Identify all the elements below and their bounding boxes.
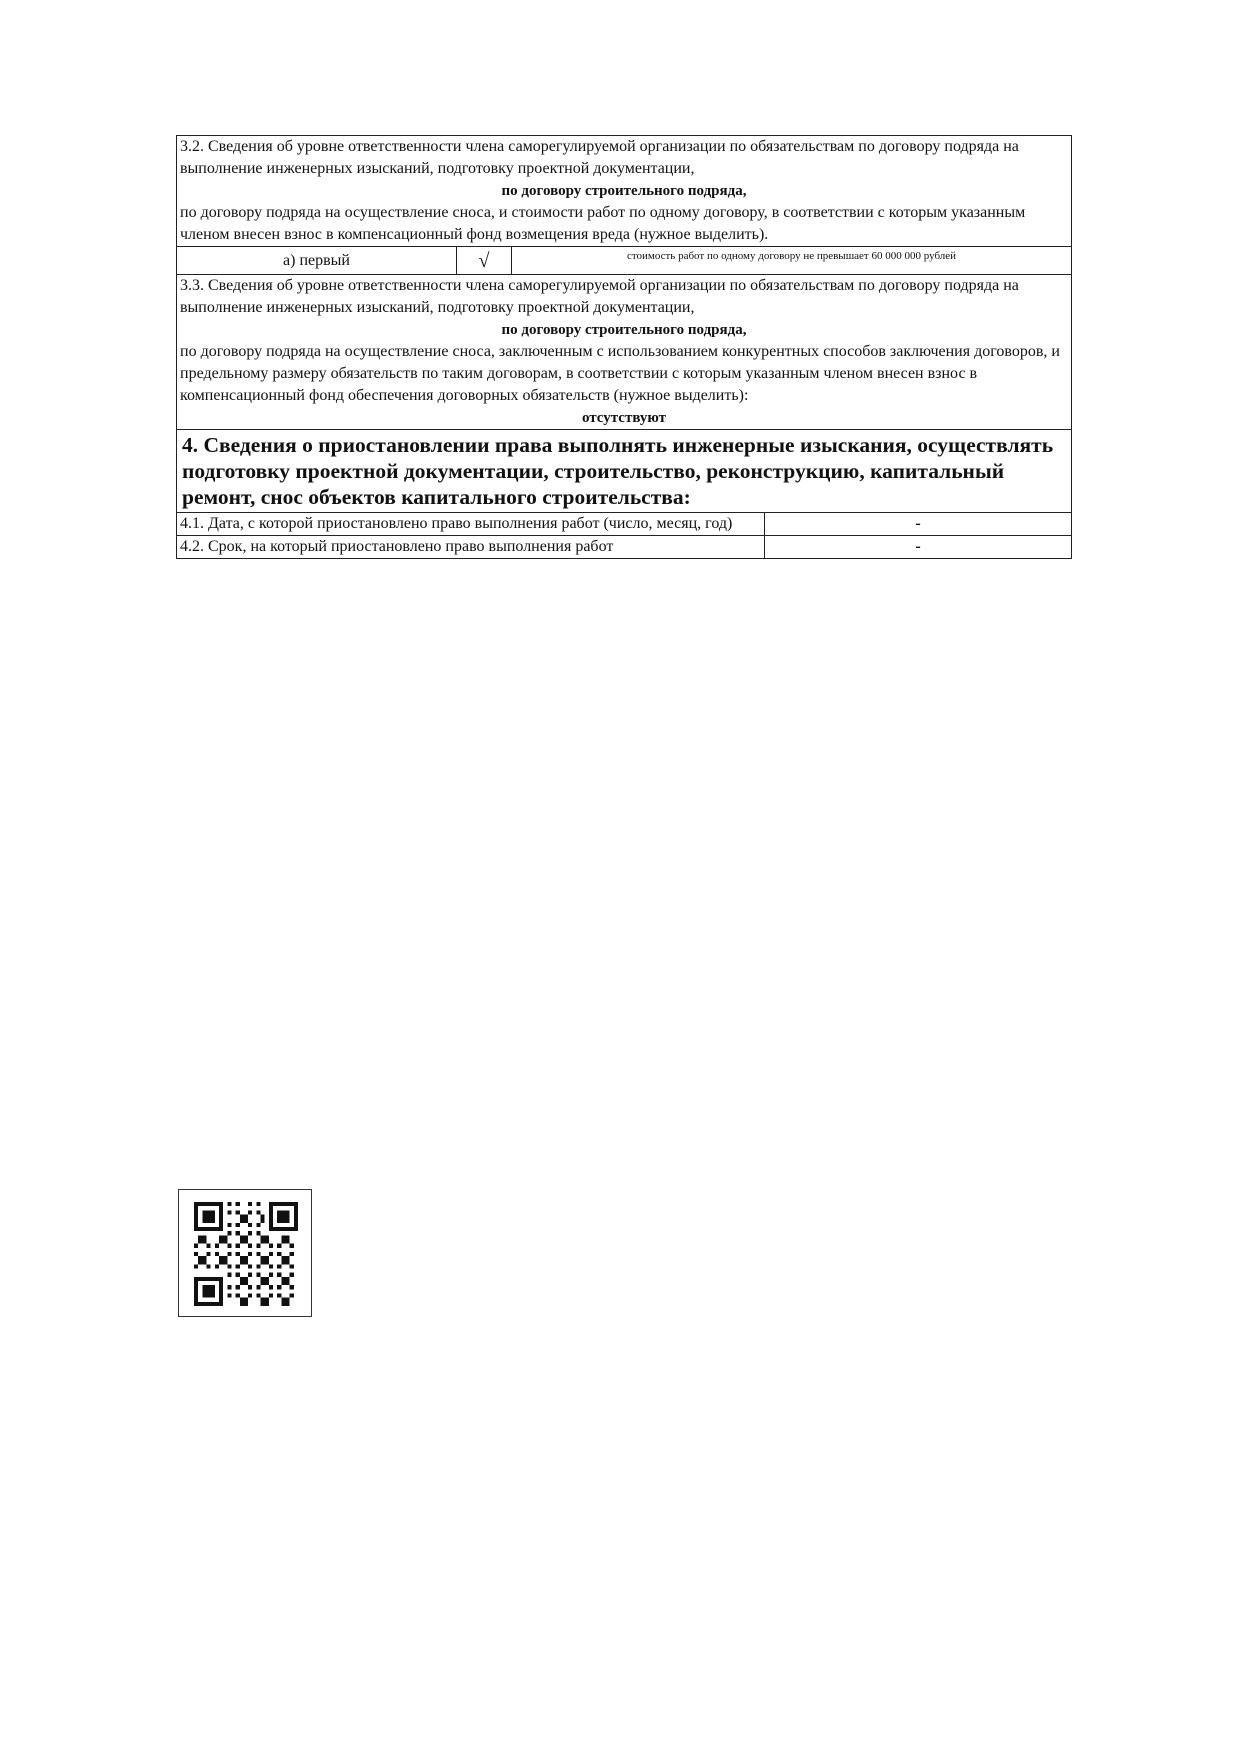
qr-module (194, 1289, 198, 1293)
qr-module (290, 1244, 294, 1248)
qr-module (294, 1210, 298, 1214)
row-4-1-label: 4.1. Дата, с которой приостановлено право выполнения работ (число, месяц, год) (177, 513, 765, 535)
qr-module (286, 1227, 290, 1231)
row-4-1 (176, 512, 1072, 535)
qr-module (194, 1219, 198, 1223)
qr-module (286, 1260, 290, 1264)
qr-code (178, 1189, 312, 1317)
qr-module (219, 1285, 223, 1289)
qr-module (269, 1210, 273, 1214)
qr-module (240, 1256, 244, 1260)
qr-module (269, 1273, 273, 1277)
qr-module (211, 1277, 215, 1281)
qr-module (198, 1202, 202, 1206)
qr-module (215, 1202, 219, 1206)
qr-module (281, 1260, 285, 1264)
qr-module (194, 1206, 198, 1210)
qr-module (269, 1214, 273, 1218)
qr-module (194, 1298, 198, 1302)
qr-module (281, 1210, 285, 1214)
qr-module (236, 1294, 240, 1298)
qr-module (211, 1302, 215, 1306)
section-3-3-status: отсутствуют (581, 410, 667, 426)
qr-module (206, 1210, 210, 1214)
qr-code-icon (194, 1202, 298, 1306)
qr-module (290, 1202, 294, 1206)
qr-module (281, 1219, 285, 1223)
qr-module (219, 1235, 223, 1239)
qr-module (294, 1214, 298, 1218)
qr-module (265, 1235, 269, 1239)
liability-level-row (176, 246, 1072, 274)
qr-module (223, 1256, 227, 1260)
qr-module (248, 1231, 252, 1235)
qr-module (240, 1302, 244, 1306)
qr-module (286, 1298, 290, 1302)
qr-module (215, 1227, 219, 1231)
qr-module (219, 1214, 223, 1218)
qr-module (211, 1210, 215, 1214)
qr-module (261, 1219, 265, 1223)
qr-module (261, 1298, 265, 1302)
qr-module (194, 1202, 198, 1206)
qr-module (277, 1244, 281, 1248)
qr-module (290, 1252, 294, 1256)
qr-module (198, 1227, 202, 1231)
qr-module (269, 1227, 273, 1231)
qr-module (211, 1202, 215, 1206)
qr-module (227, 1264, 231, 1268)
qr-module (223, 1235, 227, 1239)
qr-module (240, 1214, 244, 1218)
qr-module (261, 1214, 265, 1218)
qr-module (261, 1235, 265, 1239)
qr-module (215, 1244, 219, 1248)
qr-module (281, 1202, 285, 1206)
qr-module (248, 1273, 252, 1277)
qr-module (211, 1219, 215, 1223)
qr-module (244, 1239, 248, 1243)
row-4-2-value: - (915, 538, 921, 555)
qr-module (198, 1239, 202, 1243)
qr-module (290, 1294, 294, 1298)
qr-module (248, 1210, 252, 1214)
qr-module (277, 1202, 281, 1206)
qr-module (194, 1302, 198, 1306)
qr-module (269, 1244, 273, 1248)
qr-module (269, 1202, 273, 1206)
qr-module (215, 1252, 219, 1256)
qr-module (198, 1277, 202, 1281)
qr-module (277, 1227, 281, 1231)
section-3-3-intro: 3.3. Сведения об уровне ответственности члена саморегулируемой организации по обязательствам по договору подряда на выполнение инженерных изысканий, подготовку проектной документации, (180, 277, 1019, 316)
qr-module (269, 1252, 273, 1256)
qr-module (286, 1281, 290, 1285)
qr-module (240, 1298, 244, 1302)
qr-module (248, 1202, 252, 1206)
qr-module (202, 1294, 206, 1298)
qr-module (219, 1298, 223, 1302)
qr-module (223, 1260, 227, 1264)
qr-module (206, 1227, 210, 1231)
qr-module (211, 1294, 215, 1298)
qr-module (256, 1223, 260, 1227)
qr-module (194, 1214, 198, 1218)
qr-module (261, 1260, 265, 1264)
level-checkmark: √ (456, 247, 512, 274)
qr-module (202, 1277, 206, 1281)
qr-module (211, 1289, 215, 1293)
qr-module (248, 1252, 252, 1256)
qr-module (194, 1223, 198, 1227)
qr-module (219, 1302, 223, 1306)
section-3-3-bold: по договору строительного подряда, (501, 322, 747, 338)
qr-module (256, 1285, 260, 1289)
qr-module (248, 1285, 252, 1289)
qr-module (194, 1294, 198, 1298)
qr-module (223, 1239, 227, 1243)
qr-module (194, 1264, 198, 1268)
qr-module (194, 1227, 198, 1231)
qr-module (236, 1273, 240, 1277)
qr-module (286, 1202, 290, 1206)
qr-module (202, 1214, 206, 1218)
qr-module (206, 1264, 210, 1268)
qr-module (236, 1244, 240, 1248)
qr-module (269, 1285, 273, 1289)
qr-module (265, 1281, 269, 1285)
qr-module (261, 1256, 265, 1260)
qr-module (244, 1214, 248, 1218)
section-3-3-detail: по договору подряда на осуществление сноса, заключенным с использованием конкурентных способов заключения договоров, и предельному размеру обязательств по таким договорам, в соответствии с которым указанным членом внесен взнос в компенсационный фонд обеспечения договорных обязательств (нужное выделить): (180, 343, 1060, 404)
qr-module (248, 1294, 252, 1298)
qr-module (219, 1277, 223, 1281)
qr-module (261, 1277, 265, 1281)
qr-module (219, 1210, 223, 1214)
qr-module (290, 1264, 294, 1268)
qr-module (269, 1294, 273, 1298)
qr-module (240, 1281, 244, 1285)
qr-module (219, 1239, 223, 1243)
section-3-3 (176, 274, 1072, 429)
qr-module (206, 1214, 210, 1218)
qr-module (256, 1252, 260, 1256)
qr-module (265, 1302, 269, 1306)
qr-module (227, 1244, 231, 1248)
qr-module (198, 1235, 202, 1239)
qr-module (202, 1256, 206, 1260)
row-4-2 (176, 535, 1072, 559)
level-label: а) первый (283, 252, 350, 269)
qr-module (219, 1227, 223, 1231)
qr-module (240, 1219, 244, 1223)
section-3-2-intro: 3.2. Сведения об уровне ответственности члена саморегулируемой организации по обязательствам по договору подряда на выполнение инженерных изысканий, подготовку проектной документации, (180, 138, 1019, 177)
qr-module (269, 1206, 273, 1210)
qr-module (219, 1206, 223, 1210)
qr-module (194, 1277, 198, 1281)
qr-module (206, 1277, 210, 1281)
qr-module (219, 1260, 223, 1264)
qr-module (227, 1231, 231, 1235)
qr-module (202, 1210, 206, 1214)
qr-module (202, 1227, 206, 1231)
qr-module (244, 1235, 248, 1239)
qr-module (265, 1298, 269, 1302)
qr-module (211, 1285, 215, 1289)
qr-module (211, 1227, 215, 1231)
qr-module (240, 1239, 244, 1243)
qr-module (281, 1214, 285, 1218)
qr-module (281, 1281, 285, 1285)
qr-module (294, 1219, 298, 1223)
qr-module (236, 1264, 240, 1268)
qr-module (219, 1256, 223, 1260)
qr-module (256, 1273, 260, 1277)
qr-module (202, 1239, 206, 1243)
qr-module (256, 1294, 260, 1298)
qr-module (286, 1239, 290, 1243)
qr-module (202, 1302, 206, 1306)
qr-module (202, 1289, 206, 1293)
qr-module (236, 1202, 240, 1206)
qr-module (219, 1219, 223, 1223)
document-table (176, 135, 1072, 559)
qr-module (294, 1227, 298, 1231)
qr-module (281, 1277, 285, 1281)
qr-module (286, 1235, 290, 1239)
qr-module (277, 1252, 281, 1256)
qr-module (227, 1294, 231, 1298)
qr-module (240, 1260, 244, 1264)
qr-module (206, 1289, 210, 1293)
qr-module (227, 1202, 231, 1206)
qr-module (265, 1277, 269, 1281)
row-4-2-label: 4.2. Срок, на который приостановлено право выполнения работ (177, 536, 765, 558)
qr-module (244, 1298, 248, 1302)
qr-module (227, 1223, 231, 1227)
qr-module (194, 1252, 198, 1256)
qr-module (236, 1231, 240, 1235)
qr-module (215, 1277, 219, 1281)
qr-module (290, 1227, 294, 1231)
qr-module (219, 1202, 223, 1206)
qr-module (290, 1273, 294, 1277)
qr-module (273, 1202, 277, 1206)
section-3-2-detail: по договору подряда на осуществление сноса, и стоимости работ по одному договору, в соответствии с которым указанным членом внесен взнос в компенсационный фонд возмещения вреда (нужное выделить). (180, 204, 1026, 243)
qr-module (281, 1302, 285, 1306)
qr-module (248, 1264, 252, 1268)
qr-module (265, 1256, 269, 1260)
qr-module (215, 1302, 219, 1306)
qr-module (286, 1277, 290, 1281)
qr-module (269, 1219, 273, 1223)
qr-module (194, 1285, 198, 1289)
qr-module (206, 1244, 210, 1248)
qr-module (269, 1223, 273, 1227)
qr-module (198, 1256, 202, 1260)
qr-module (256, 1244, 260, 1248)
qr-module (236, 1210, 240, 1214)
qr-module (248, 1244, 252, 1248)
qr-module (202, 1235, 206, 1239)
qr-module (227, 1273, 231, 1277)
qr-module (219, 1281, 223, 1285)
qr-module (294, 1206, 298, 1210)
qr-module (277, 1294, 281, 1298)
qr-module (227, 1210, 231, 1214)
qr-module (294, 1202, 298, 1206)
qr-module (236, 1252, 240, 1256)
qr-module (281, 1256, 285, 1260)
qr-module (206, 1219, 210, 1223)
section-3-2-bold: по договору строительного подряда, (501, 183, 747, 199)
qr-module (215, 1264, 219, 1268)
qr-module (286, 1210, 290, 1214)
qr-module (256, 1202, 260, 1206)
qr-module (277, 1214, 281, 1218)
qr-module (206, 1252, 210, 1256)
qr-module (202, 1285, 206, 1289)
qr-module (286, 1219, 290, 1223)
qr-module (256, 1264, 260, 1268)
qr-module (286, 1302, 290, 1306)
qr-module (198, 1302, 202, 1306)
qr-module (236, 1223, 240, 1227)
section-4-title: 4. Сведения о приостановлении права выполнять инженерные изыскания, осуществлять подготовку проектной документации, строительство, реконструкцию, капитальный ремонт, снос объектов капитального строительства: (176, 429, 1072, 512)
qr-module (219, 1294, 223, 1298)
qr-module (256, 1210, 260, 1214)
qr-module (265, 1260, 269, 1264)
qr-module (281, 1298, 285, 1302)
qr-module (277, 1210, 281, 1214)
qr-module (219, 1289, 223, 1293)
qr-module (281, 1239, 285, 1243)
row-4-1-value: - (915, 515, 921, 532)
qr-module (244, 1256, 248, 1260)
qr-module (219, 1223, 223, 1227)
qr-module (194, 1281, 198, 1285)
qr-module (206, 1285, 210, 1289)
qr-module (277, 1273, 281, 1277)
qr-module (269, 1264, 273, 1268)
qr-module (194, 1210, 198, 1214)
qr-module (211, 1214, 215, 1218)
qr-module (261, 1281, 265, 1285)
qr-module (236, 1285, 240, 1289)
qr-module (286, 1256, 290, 1260)
qr-module (240, 1235, 244, 1239)
qr-module (273, 1227, 277, 1231)
level-cost: стоимость работ по одному договору не превышает 60 000 000 рублей (626, 250, 957, 262)
qr-module (240, 1277, 244, 1281)
qr-module (206, 1202, 210, 1206)
qr-module (194, 1244, 198, 1248)
qr-module (244, 1277, 248, 1281)
qr-module (261, 1302, 265, 1306)
qr-module (277, 1219, 281, 1223)
qr-module (290, 1285, 294, 1289)
qr-module (206, 1302, 210, 1306)
qr-module (206, 1294, 210, 1298)
qr-module (294, 1223, 298, 1227)
qr-module (281, 1227, 285, 1231)
qr-module (261, 1239, 265, 1243)
qr-module (244, 1219, 248, 1223)
qr-module (202, 1219, 206, 1223)
qr-module (244, 1302, 248, 1306)
qr-module (265, 1239, 269, 1243)
qr-module (202, 1260, 206, 1264)
qr-module (256, 1231, 260, 1235)
qr-module (227, 1285, 231, 1289)
qr-module (198, 1260, 202, 1264)
qr-module (277, 1285, 281, 1289)
qr-module (244, 1281, 248, 1285)
qr-module (277, 1264, 281, 1268)
qr-module (281, 1235, 285, 1239)
section-3-2 (176, 135, 1072, 246)
qr-module (244, 1260, 248, 1264)
qr-module (248, 1223, 252, 1227)
qr-module (202, 1202, 206, 1206)
qr-module (286, 1214, 290, 1218)
qr-module (227, 1252, 231, 1256)
